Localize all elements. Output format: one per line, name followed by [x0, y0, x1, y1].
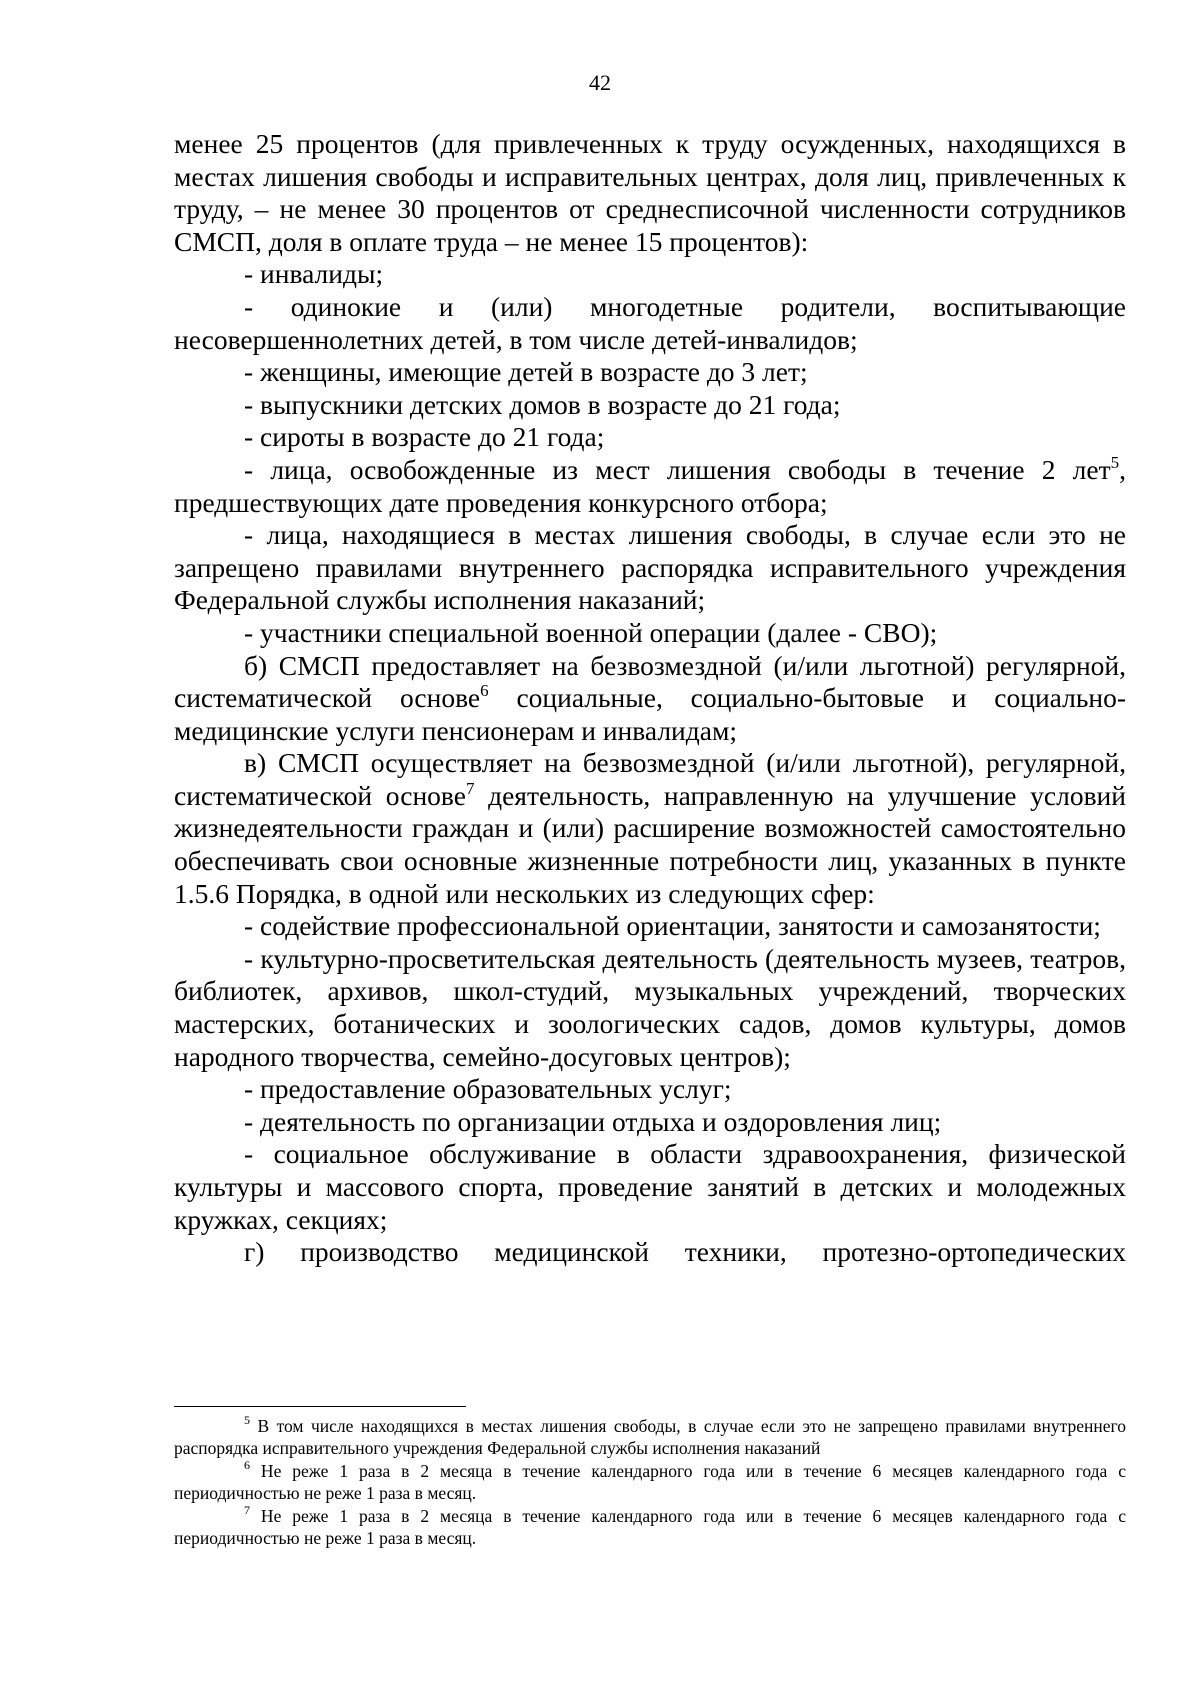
footnote-mark: 5	[244, 1413, 250, 1427]
paragraph-intro: менее 25 процентов (для привлеченных к труду осужденных, находящихся в местах лишения свободы и исправительных центрах, доля лиц, привлеченных к труду, – не менее 30 процентов от среднесписочной численности сотрудников СМСП, доля в оплате труда – не менее 15 процентов):	[174, 128, 1126, 257]
body-text	[174, 128, 1126, 1269]
list-item-svo-participants: - участники специальной военной операции (далее - СВО);	[244, 616, 938, 648]
clause-b	[174, 650, 1126, 748]
paragraph-text: б) СМСП предоставляет на безвозмездной (и/или льготной) регулярной, систематической основе	[174, 649, 1126, 714]
paragraph-text: социальные, социально-бытовые и социально-медицинские услуги пенсионерам и инвалидам;	[174, 682, 1126, 746]
footnote-reference: 5	[1110, 452, 1120, 472]
list-item-single-parents: - одинокие и (или) многодетные родители, воспитывающие несовершеннолетних детей, в том числе детей-инвалидов;	[174, 290, 1126, 355]
list-item-women-with-children: - женщины, имеющие детей в возрасте до 3 лет;	[244, 356, 808, 388]
footnote-mark: 7	[244, 1503, 250, 1517]
paragraph-text: деятельность, направленную на улучшение условий жизнедеятельности граждан и (или) расширение возможностей самостоятельно обеспечивать свои основные жизненные потребности лиц, указанных в пункте	[174, 779, 1126, 877]
paragraph-text: в) СМСП осуществляет на безвозмездной (и/или льготной), регулярной, систематической основе	[174, 747, 1126, 811]
footnotes	[174, 1413, 1126, 1551]
footnote-text: В том числе находящихся в местах лишения свободы, в случае если это не запрещено правилами внутреннего распорядка исправительного учреждения Федеральной службы исполнения наказаний	[174, 1416, 1126, 1458]
footnote-5	[174, 1413, 1126, 1459]
footnote-reference: 7	[465, 778, 475, 798]
list-item-persons-in-custody: - лица, находящиеся в местах лишения свободы, в случае если это не запрещено правилами внутреннего распорядка исправительного учреждения Федеральной службы исполнения наказаний;	[174, 519, 1126, 616]
list-item-released-persons	[174, 454, 1126, 519]
clause-v	[174, 747, 1126, 877]
list-item-career-guidance: - содействие профессиональной ориентации, занятости и самозанятости;	[244, 910, 1101, 942]
list-item-education-services: - предоставление образовательных услуг;	[244, 1073, 732, 1105]
paragraph-text: , предшествующих дате проведения конкурсного отбора;	[174, 453, 1126, 518]
footnote-6	[174, 1458, 1126, 1504]
clause-g: г) производство медицинской техники, протезно-ортопедических	[244, 1236, 1126, 1268]
paragraph-text: - лица, освобожденные из мест лишения свободы в течение 2 лет	[244, 453, 1111, 485]
list-item-social-services: - социальное обслуживание в области здравоохранения, физической культуры и массового спорта, проведение занятий в детских и молодежных кружках, секциях;	[174, 1138, 1126, 1235]
list-item-cultural-activity: - культурно-просветительская деятельность (деятельность музеев, театров, библиотек, архивов, школ-студий, музыкальных учреждений, творческих мастерских, ботанических и зоологических садов, домов культуры, домов народного творчества, семейно-досуговых центров);	[174, 942, 1126, 1072]
clause-v-continuation: 1.5.6 Порядка, в одной или нескольких из следующих сфер:	[174, 877, 875, 909]
footnote-text: Не реже 1 раза в 2 месяца в течение календарного года или в течение 6 месяцев календарного года с периодичностью не реже 1 раза в месяц.	[174, 1506, 1126, 1548]
list-item-recreation: - деятельность по организации отдыха и оздоровления лиц;	[244, 1105, 942, 1137]
page-number: 42	[589, 70, 611, 95]
footnote-separator	[174, 1406, 466, 1407]
list-item-orphanage-graduates: - выпускники детских домов в возрасте до 21 года;	[244, 388, 841, 420]
footnote-mark: 6	[244, 1458, 250, 1472]
footnote-reference: 6	[480, 681, 489, 701]
footnote-text: Не реже 1 раза в 2 месяца в течение календарного года или в течение 6 месяцев календарного года с периодичностью не реже 1 раза в месяц.	[174, 1461, 1126, 1503]
list-item-orphans: - сироты в возрасте до 21 года;	[244, 421, 605, 453]
footnote-7	[174, 1503, 1126, 1549]
list-item-disabled: - инвалиды;	[244, 258, 384, 290]
